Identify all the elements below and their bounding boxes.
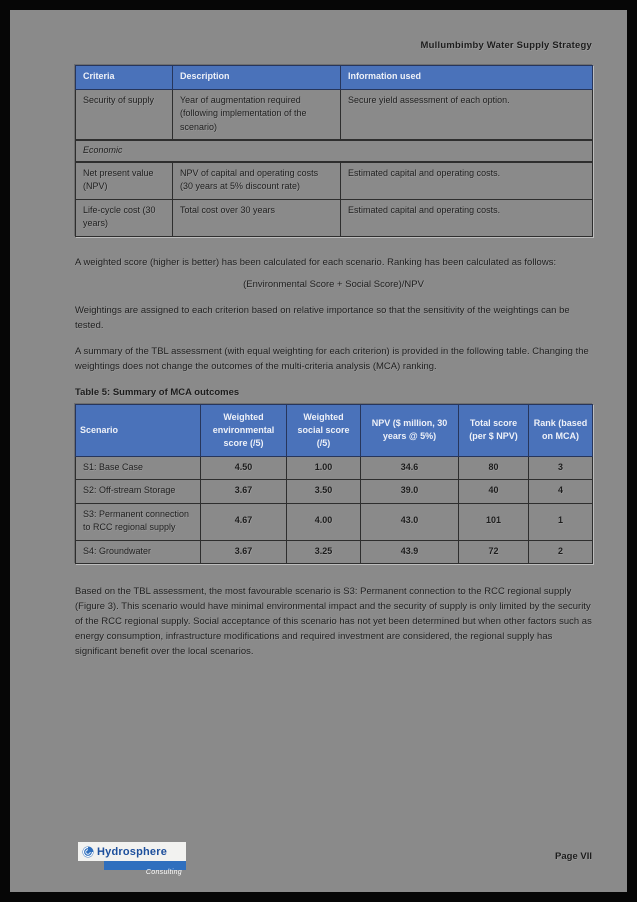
hydrosphere-logo: [78, 842, 186, 876]
table-cell: Estimated capital and operating costs.: [341, 162, 593, 200]
document-title: Mullumbimby Water Supply Strategy: [420, 40, 592, 51]
env-score-header-cell: Weighted environmental score (/5): [201, 404, 287, 456]
scenario-cell: S2: Off-stream Storage: [76, 480, 201, 504]
rank-cell: 4: [529, 480, 593, 504]
logo-primary-label: Hydrosphere: [97, 845, 168, 858]
total-score-cell: 72: [459, 540, 529, 564]
table-row: [76, 162, 593, 200]
table-row-s2: [76, 480, 593, 504]
npv-cell: 34.6: [361, 456, 459, 480]
mca-outcomes-table: [75, 404, 593, 565]
rank-cell: 3: [529, 456, 593, 480]
mca-table-header-row: [76, 404, 593, 456]
table5-caption: Table 5: Summary of MCA outcomes: [75, 386, 240, 398]
scenario-cell: S4: Groundwater: [76, 540, 201, 564]
social-score-cell: 3.50: [287, 480, 361, 504]
npv-cell: 43.9: [361, 540, 459, 564]
criteria-table: [75, 65, 593, 237]
table-cell: Life-cycle cost (30 years): [76, 199, 173, 236]
npv-cell: 39.0: [361, 480, 459, 504]
env-score-cell: 3.67: [201, 540, 287, 564]
social-score-cell: 4.00: [287, 503, 361, 540]
document-page: [10, 10, 627, 892]
social-score-cell: 3.25: [287, 540, 361, 564]
rank-header-cell: Rank (based on MCA): [529, 404, 593, 456]
social-score-cell: 1.00: [287, 456, 361, 480]
weighted-score-paragraph: A weighted score (higher is better) has been calculated for each scenario. Ranking has been calculated as follows:: [75, 256, 557, 268]
page-number: Page VII: [555, 851, 592, 862]
npv-header-cell: NPV ($ million, 30 years @ 5%): [361, 404, 459, 456]
table-cell: Security of supply: [76, 89, 173, 140]
social-score-header-cell: Weighted social score (/5): [287, 404, 361, 456]
table-row-s4: [76, 540, 593, 564]
table-cell: NPV of capital and operating costs (30 years at 5% discount rate): [173, 162, 341, 200]
rank-cell: 2: [529, 540, 593, 564]
logo-bottom-bar: [104, 861, 186, 876]
table-row-s1: [76, 456, 593, 480]
table-cell: Estimated capital and operating costs.: [341, 199, 593, 236]
table-cell: Total cost over 30 years: [173, 199, 341, 236]
summary-paragraph: A summary of the TBL assessment (with equal weighting for each criterion) is provided in the following table. Changing the weightings does not change the outcomes of the multi-criteria analysis (MCA) ranking.: [75, 345, 589, 372]
conclusion-paragraph: Based on the TBL assessment, the most favourable scenario is S3: Permanent connection to the RCC regional supply (Figure 3). This scenario would have minimal environmental impact and the security of supply is only limited by the security of the RCC regional supply. Social acceptance of this scenario has not yet been determined but when other factors such as energy consumption, infrastructure modifications and required investment are considered, the regional supply has significant benefit over the local scenarios.: [75, 586, 592, 658]
scenario-cell: S1: Base Case: [76, 456, 201, 480]
env-score-cell: 4.50: [201, 456, 287, 480]
swirl-icon: [82, 846, 94, 858]
scenario-cell: S3: Permanent connection to RCC regional supply: [76, 503, 201, 540]
env-score-cell: 4.67: [201, 503, 287, 540]
rank-cell: 1: [529, 503, 593, 540]
criteria-header-cell: Criteria: [76, 66, 173, 90]
criteria-table-header-row: [76, 66, 593, 90]
total-score-cell: 40: [459, 480, 529, 504]
table-section-row: [76, 140, 593, 162]
logo-secondary-label: Consulting: [145, 869, 182, 876]
weightings-paragraph: Weightings are assigned to each criterion based on relative importance so that the sensitivity of the weightings can be tested.: [75, 304, 570, 331]
scenario-header-cell: Scenario: [76, 404, 201, 456]
information-header-cell: Information used: [341, 66, 593, 90]
total-score-header-cell: Total score (per $ NPV): [459, 404, 529, 456]
table-row-s3: [76, 503, 593, 540]
total-score-cell: 80: [459, 456, 529, 480]
npv-cell: 43.0: [361, 503, 459, 540]
page-footer: [75, 840, 592, 876]
table-cell: Net present value (NPV): [76, 162, 173, 200]
total-score-cell: 101: [459, 503, 529, 540]
table-cell: Year of augmentation required (following implementation of the scenario): [173, 89, 341, 140]
table-cell: Secure yield assessment of each option.: [341, 89, 593, 140]
section-label: Economic: [76, 140, 593, 162]
env-score-cell: 3.67: [201, 480, 287, 504]
description-header-cell: Description: [173, 66, 341, 90]
table-row: [76, 199, 593, 236]
ranking-formula: (Environmental Score + Social Score)/NPV: [243, 278, 424, 290]
table-row: [76, 89, 593, 140]
logo-top-row: [78, 842, 186, 861]
